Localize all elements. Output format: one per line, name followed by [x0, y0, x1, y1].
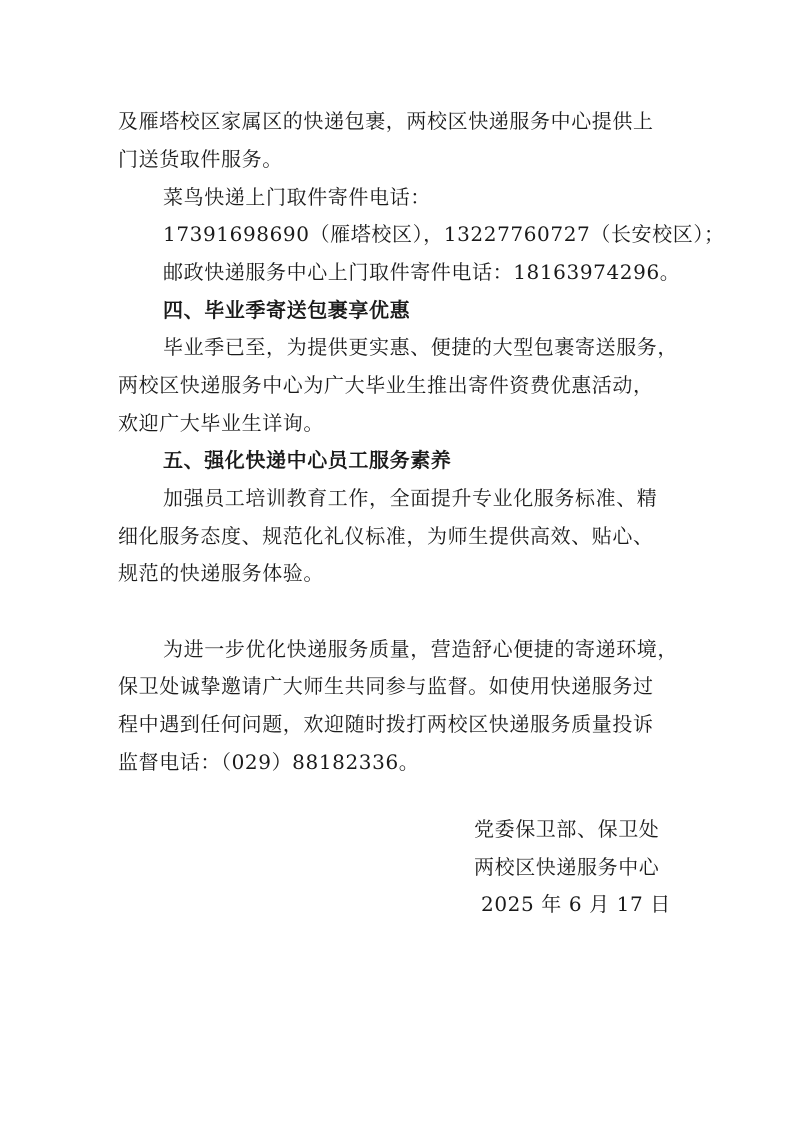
section-heading-5: 五、强化快递中心员工服务素养 — [163, 448, 452, 472]
phone-numbers-line: 邮政快递服务中心上门取件寄件电话：18163974296。 — [163, 260, 681, 284]
paragraph-line: 毕业季已至，为提供更实惠、便捷的大型包裹寄送服务， — [163, 335, 678, 359]
paragraph-line: 细化服务态度、规范化礼仪标准，为师生提供高效、贴心、 — [118, 524, 654, 548]
paragraph-line: 两校区快递服务中心为广大毕业生推出寄件资费优惠活动， — [118, 373, 654, 397]
signature-org-security: 党委保卫部、保卫处 — [474, 817, 660, 841]
signature-org-express-center: 两校区快递服务中心 — [474, 855, 660, 879]
complaint-hotline-line: 监督电话：（029）88182336。 — [118, 750, 420, 774]
paragraph-line: 加强员工培训教育工作，全面提升专业化服务标准、精 — [163, 486, 658, 510]
section-heading-4: 四、毕业季寄送包裹享优惠 — [163, 298, 411, 322]
paragraph-line: 菜鸟快递上门取件寄件电话： — [163, 185, 431, 209]
paragraph-line: 规范的快递服务体验。 — [118, 561, 324, 585]
paragraph-line: 程中遇到任何问题，欢迎随时拨打两校区快递服务质量投诉 — [118, 712, 654, 736]
paragraph-line: 欢迎广大毕业生详询。 — [118, 411, 324, 435]
paragraph-line: 保卫处诚挚邀请广大师生共同参与监督。如使用快递服务过 — [118, 674, 654, 698]
paragraph-line: 门送货取件服务。 — [118, 147, 283, 171]
signature-date: 2025 年 6 月 17 日 — [481, 892, 671, 916]
phone-numbers-line: 17391698690（雁塔校区），13227760727（长安校区）； — [163, 222, 725, 246]
paragraph-line: 为进一步优化快递服务质量，营造舒心便捷的寄递环境， — [163, 637, 678, 661]
paragraph-line: 及雁塔校区家属区的快递包裹，两校区快递服务中心提供上 — [118, 109, 654, 133]
